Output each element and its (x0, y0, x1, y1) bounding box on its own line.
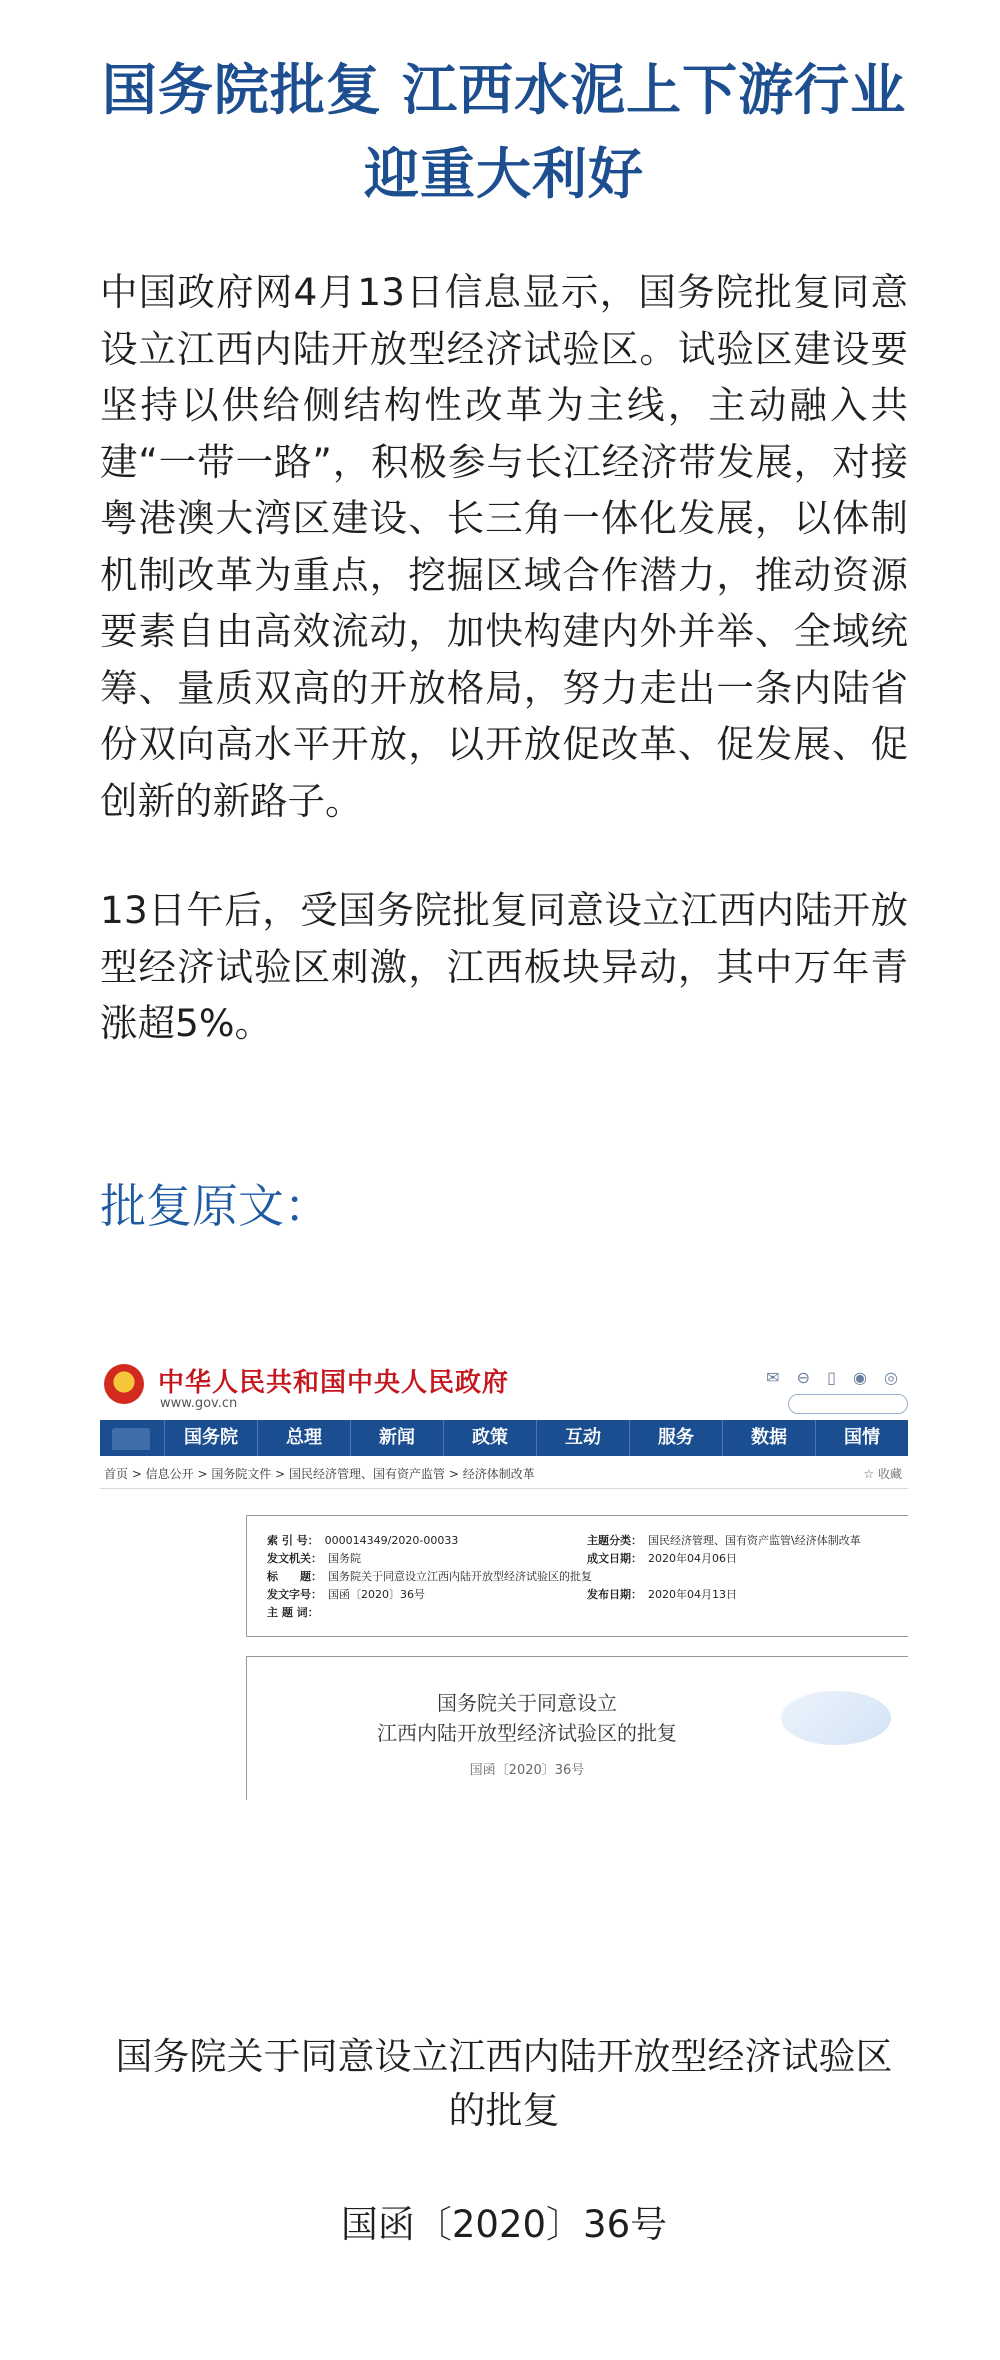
meta-docno-row (267, 1588, 425, 1602)
govcn-screenshot (100, 1350, 908, 1800)
search-input (788, 1394, 908, 1414)
document-preview (246, 1656, 908, 1800)
meta-created-row (587, 1552, 737, 1566)
meta-title-label: 标 题： (267, 1570, 322, 1583)
nav-item-zhengce: 政策 (443, 1420, 536, 1456)
article-paragraph-1: 中国政府网4月13日信息显示，国务院批复同意设立江西内陆开放型经济试验区。试验区建设要坚持以供给侧结构性改革为主线，主动融入共建“一带一路”，积极参与长江经济带发展，对接粤港澳大湾区建设、长三角一体化发展，以体制机制改革为重点，挖掘区域合作潜力，推动资源要素自由高效流动，加快构建内外并举、全域统筹、量质双高的开放格局，努力走出一条内陆省份双向高水平开放，以开放促改革、促发展、促创新的新路子。 (100, 270, 908, 823)
nav-item-hudong: 互动 (536, 1420, 629, 1456)
meta-keywords-label: 主 题 词： (267, 1606, 319, 1619)
favorite-link: ☆ 收藏 (863, 1467, 902, 1481)
doc-title-line-1: 国务院关于同意设立 (437, 1691, 617, 1715)
meta-index-row (267, 1534, 458, 1548)
article-title: 国务院批复 江西水泥上下游行业迎重大利好 (101, 57, 907, 206)
section-subheading: 批复原文： (100, 1179, 330, 1233)
meta-topic-row (587, 1534, 861, 1548)
share-icons: ✉ ⊖ ▯ ◉ ◎ (766, 1368, 904, 1387)
nav-item-guoqing: 国情 (815, 1420, 908, 1456)
meta-topic-label: 主题分类： (587, 1534, 642, 1547)
nav-bar (100, 1420, 908, 1456)
nav-item-xinwen: 新闻 (350, 1420, 443, 1456)
document-number: 国函〔2020〕36号 (340, 2203, 668, 2246)
doc-title-line-2: 江西内陆开放型经济试验区的批复 (377, 1721, 677, 1745)
meta-title-value: 国务院关于同意设立江西内陆开放型经济试验区的批复 (328, 1570, 592, 1583)
meta-keywords-row (267, 1606, 325, 1620)
nav-item-guowuyuan: 国务院 (164, 1420, 257, 1456)
nav-item-shuju: 数据 (722, 1420, 815, 1456)
meta-created-label: 成文日期： (587, 1552, 642, 1565)
meta-published-value: 2020年04月13日 (648, 1588, 737, 1601)
meta-index-value: 000014349/2020-00033 (324, 1534, 459, 1547)
meta-created-value: 2020年04月06日 (648, 1552, 737, 1565)
national-emblem-icon (104, 1364, 144, 1404)
nav-item-zongli: 总理 (257, 1420, 350, 1456)
meta-docno-label: 发文字号： (267, 1588, 322, 1601)
meta-title-row (267, 1570, 592, 1584)
meta-docno-value: 国函〔2020〕36号 (328, 1588, 425, 1601)
meta-published-label: 发布日期： (587, 1588, 642, 1601)
document-caption: 国务院关于同意设立江西内陆开放型经济试验区的批复 (115, 2035, 893, 2132)
meta-issuer-label: 发文机关： (267, 1552, 322, 1565)
meta-topic-value: 国民经济管理、国有资产监管\经济体制改革 (648, 1534, 861, 1547)
meta-issuer-value: 国务院 (328, 1552, 361, 1565)
nav-item-fuwu: 服务 (629, 1420, 722, 1456)
breadcrumb: 首页 > 信息公开 > 国务院文件 > 国民经济管理、国有资产监管 > 经济体制改革 (100, 1460, 908, 1489)
document-meta-table (246, 1515, 908, 1637)
meta-issuer-row (267, 1552, 361, 1566)
meta-index-label: 索 引 号： (267, 1534, 319, 1547)
home-icon (100, 1420, 164, 1456)
article-paragraph-2: 13日午后，受国务院批复同意设立江西内陆开放型经济试验区刺激，江西板块异动，其中万年青涨超5%。 (100, 888, 908, 1045)
meta-published-row (587, 1588, 737, 1602)
doc-number-small: 国函〔2020〕36号 (469, 1763, 585, 1778)
site-url: www.gov.cn (160, 1396, 238, 1411)
site-name: 中华人民共和国中央人民政府 (158, 1368, 510, 1398)
